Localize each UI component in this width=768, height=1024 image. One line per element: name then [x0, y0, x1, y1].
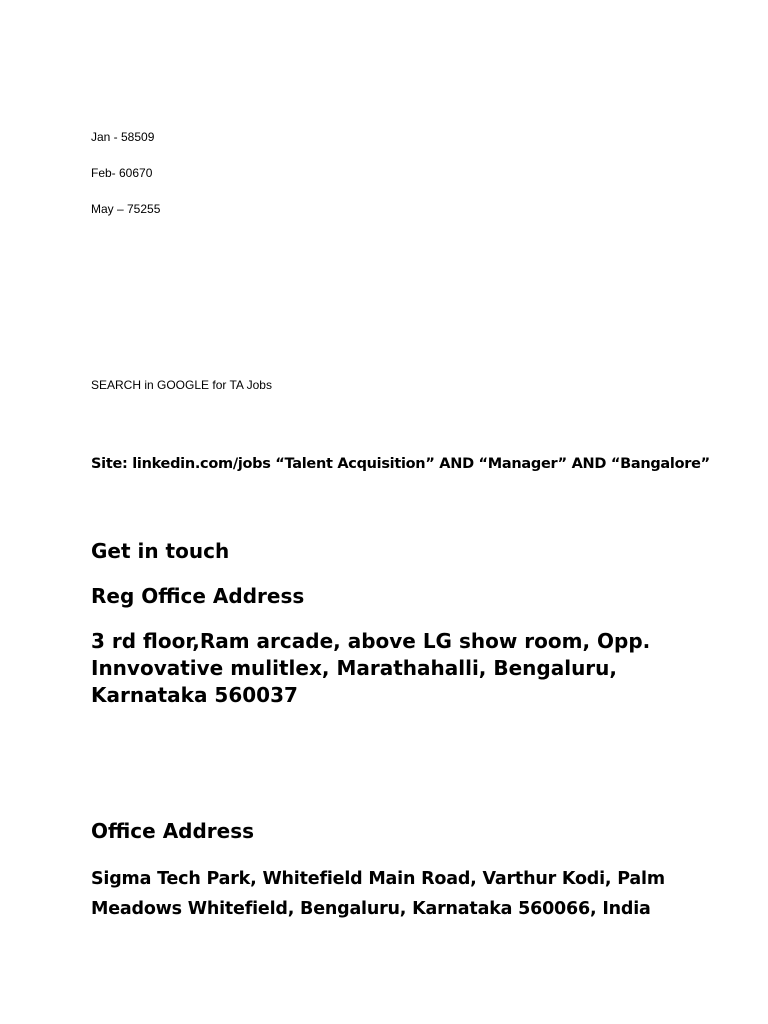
sales-may: May – 75255	[91, 202, 161, 216]
sales-jan: Jan - 58509	[91, 130, 155, 144]
reg-office-heading: Reg Office Address	[91, 584, 305, 608]
sales-feb: Feb- 60670	[91, 166, 153, 180]
office-address: Sigma Tech Park, Whitefield Main Road, Varthur Kodi, Palm Meadows Whitefield, Bengaluru, Karnataka 560066, India	[91, 869, 665, 919]
reg-office-address: 3 rd floor,Ram arcade, above LG show room, Opp. Innvovative mulitlex, Marathahalli, Bengaluru, Karnataka 560037	[91, 629, 651, 707]
search-query: Site: linkedin.com/jobs “Talent Acquisition” AND “Manager” AND “Bangalore”	[91, 456, 710, 472]
search-instruction: SEARCH in GOOGLE for TA Jobs	[91, 378, 272, 392]
get-in-touch-heading: Get in touch	[91, 539, 230, 563]
office-address-heading: Office Address	[91, 819, 255, 843]
